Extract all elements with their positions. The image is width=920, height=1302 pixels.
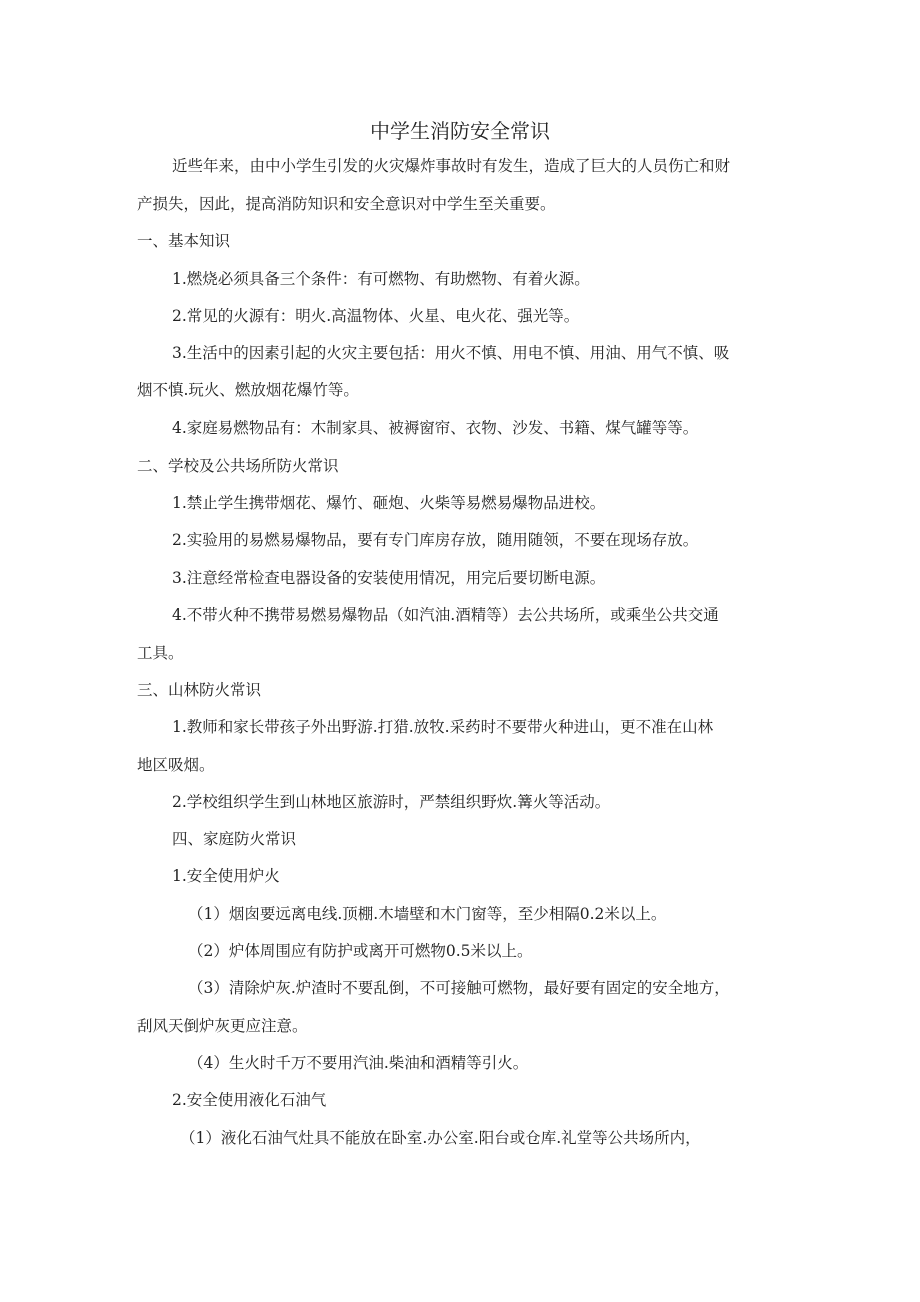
list-item: 1.教师和家长带孩子外出野游.打猎.放牧.采药时不要带火种进山，更不准在山林 <box>172 718 714 736</box>
section-heading-forest-fire-safety: 三、山林防火常识 <box>137 681 262 699</box>
list-item: 1.燃烧必须具备三个条件：有可燃物、有助燃物、有着火源。 <box>172 270 590 288</box>
list-item: 2.常见的火源有：明火.高温物体、火星、电火花、强光等。 <box>172 307 580 325</box>
document-title: 中学生消防安全常识 <box>370 119 550 143</box>
list-item: （1）烟囱要远离电线.顶棚.木墙壁和木门窗等，至少相隔0.2米以上。 <box>188 905 667 923</box>
list-item: （4）生火时千万不要用汽油.柴油和酒精等引火。 <box>188 1054 529 1072</box>
section-heading-school-fire-safety: 二、学校及公共场所防火常识 <box>137 457 339 475</box>
list-item-continuation: 刮风天倒炉灰更应注意。 <box>137 1017 308 1035</box>
list-item: （3）清除炉灰.炉渣时不要乱倒，不可接触可燃物，最好要有固定的安全地方， <box>188 979 730 997</box>
intro-paragraph-line-2: 产损失，因此，提高消防知识和安全意识对中学生至关重要。 <box>137 195 556 213</box>
list-item-continuation: 地区吸烟。 <box>137 756 215 774</box>
list-item: 3.生活中的因素引起的火灾主要包括：用火不慎、用电不慎、用油、用气不慎、吸 <box>172 344 730 362</box>
list-item: 4.不带火种不携带易燃易爆物品（如汽油.酒精等）去公共场所，或乘坐公共交通 <box>172 606 719 624</box>
subsection-heading: 1.安全使用炉火 <box>172 867 280 885</box>
list-item: （1）液化石油气灶具不能放在卧室.办公室.阳台或仓库.礼堂等公共场所内， <box>180 1129 701 1147</box>
list-item: 1.禁止学生携带烟花、爆竹、砸炮、火柴等易燃易爆物品进校。 <box>172 494 606 512</box>
list-item: 2.实验用的易燃易爆物品，要有专门库房存放，随用随领，不要在现场存放。 <box>172 531 699 549</box>
section-heading-home-fire-safety: 四、家庭防火常识 <box>172 830 297 848</box>
list-item: 4.家庭易燃物品有：木制家具、被褥窗帘、衣物、沙发、书籍、煤气罐等等。 <box>172 419 699 437</box>
list-item: 2.学校组织学生到山林地区旅游时，严禁组织野炊.篝火等活动。 <box>172 793 611 811</box>
section-heading-basic-knowledge: 一、基本知识 <box>137 232 231 250</box>
list-item: （2）炉体周围应有防护或离开可燃物0.5米以上。 <box>188 942 533 960</box>
intro-paragraph-line-1: 近些年来，由中小学生引发的火灾爆炸事故时有发生，造成了巨大的人员伤亡和财 <box>172 157 731 175</box>
list-item-continuation: 烟不慎.玩火、燃放烟花爆竹等。 <box>137 381 359 399</box>
list-item-continuation: 工具。 <box>137 644 184 662</box>
subsection-heading: 2.安全使用液化石油气 <box>172 1091 327 1109</box>
list-item: 3.注意经常检查电器设备的安装使用情况，用完后要切断电源。 <box>172 569 606 587</box>
